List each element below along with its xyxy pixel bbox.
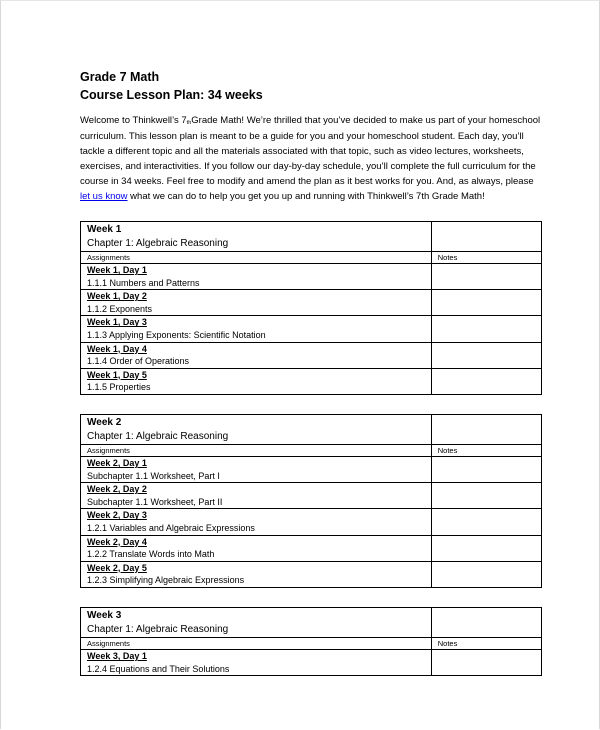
assignment-cell xyxy=(81,342,432,368)
day-label: Week 2, Day 5 xyxy=(87,562,147,573)
week-label: Week 2 xyxy=(87,417,122,428)
table-row xyxy=(81,290,542,316)
notes-cell[interactable] xyxy=(431,561,541,587)
assignment-cell xyxy=(81,561,432,587)
week-header-cell xyxy=(81,608,432,638)
notes-cell[interactable] xyxy=(431,457,541,483)
table-row xyxy=(81,650,542,676)
let-us-know-link[interactable]: let us know xyxy=(80,190,128,202)
topic-label: 1.1.5 Properties xyxy=(87,382,151,393)
table-row xyxy=(81,509,542,535)
week-header-blank xyxy=(431,222,541,252)
week-1-table xyxy=(80,221,542,395)
assignments-header: Assignments xyxy=(81,638,432,650)
day-label: Week 2, Day 4 xyxy=(87,536,147,547)
assignments-header: Assignments xyxy=(81,445,432,457)
topic-label: Subchapter 1.1 Worksheet, Part II xyxy=(87,496,223,507)
week-label: Week 1 xyxy=(87,224,122,235)
column-header-row xyxy=(81,638,542,650)
notes-header: Notes xyxy=(431,638,541,650)
topic-label: 1.1.1 Numbers and Patterns xyxy=(87,277,200,288)
day-label: Week 1, Day 2 xyxy=(87,291,147,302)
notes-cell[interactable] xyxy=(431,316,541,342)
chapter-label: Chapter 1: Algebraic Reasoning xyxy=(87,431,229,442)
notes-header: Notes xyxy=(431,445,541,457)
day-label: Week 2, Day 2 xyxy=(87,484,147,495)
topic-label: 1.2.1 Variables and Algebraic Expressions xyxy=(87,522,255,533)
intro-superscript: th xyxy=(186,120,192,126)
assignment-cell xyxy=(81,483,432,509)
table-row xyxy=(81,368,542,394)
assignment-cell xyxy=(81,650,432,676)
week-header-row xyxy=(81,415,542,445)
assignment-cell xyxy=(81,368,432,394)
document-title xyxy=(80,68,540,104)
day-label: Week 2, Day 3 xyxy=(87,510,147,521)
week-2-table xyxy=(80,414,542,588)
topic-label: 1.1.2 Exponents xyxy=(87,303,153,314)
chapter-label: Chapter 1: Algebraic Reasoning xyxy=(87,624,229,635)
assignments-header: Assignments xyxy=(81,252,432,264)
intro-paragraph xyxy=(80,114,542,204)
topic-label: 1.2.4 Equations and Their Solutions xyxy=(87,663,230,674)
topic-label: Subchapter 1.1 Worksheet, Part I xyxy=(87,470,220,481)
notes-cell[interactable] xyxy=(431,368,541,394)
topic-label: 1.2.2 Translate Words into Math xyxy=(87,549,215,560)
day-label: Week 1, Day 3 xyxy=(87,317,147,328)
notes-cell[interactable] xyxy=(431,264,541,290)
table-row xyxy=(81,535,542,561)
table-row xyxy=(81,342,542,368)
topic-label: 1.1.4 Order of Operations xyxy=(87,356,190,367)
chapter-label: Chapter 1: Algebraic Reasoning xyxy=(87,238,229,249)
week-header-blank xyxy=(431,608,541,638)
notes-cell[interactable] xyxy=(431,535,541,561)
week-label: Week 3 xyxy=(87,610,122,621)
assignment-cell xyxy=(81,264,432,290)
notes-cell[interactable] xyxy=(431,483,541,509)
intro-text-3: what we can do to help you get you up and running with Thinkwell’s 7th Grade Math! xyxy=(127,190,485,202)
day-label: Week 1, Day 1 xyxy=(87,265,147,275)
column-header-row xyxy=(81,252,542,264)
week-3-table xyxy=(80,607,542,676)
notes-cell[interactable] xyxy=(431,342,541,368)
table-row xyxy=(81,483,542,509)
assignment-cell xyxy=(81,290,432,316)
day-label: Week 1, Day 5 xyxy=(87,369,147,380)
title-grade: Grade 7 Math xyxy=(80,70,160,84)
assignment-cell xyxy=(81,316,432,342)
day-label: Week 3, Day 1 xyxy=(87,651,147,661)
day-label: Week 2, Day 1 xyxy=(87,458,147,468)
table-row xyxy=(81,316,542,342)
notes-cell[interactable] xyxy=(431,650,541,676)
table-row xyxy=(81,457,542,483)
assignment-cell xyxy=(81,535,432,561)
day-label: Week 1, Day 4 xyxy=(87,343,147,354)
notes-header: Notes xyxy=(431,252,541,264)
intro-text-1: Welcome to Thinkwell’s 7 xyxy=(80,115,187,126)
week-header-blank xyxy=(431,415,541,445)
assignment-cell xyxy=(81,457,432,483)
notes-cell[interactable] xyxy=(431,509,541,535)
title-plan: Course Lesson Plan: 34 weeks xyxy=(80,88,263,102)
table-row xyxy=(81,264,542,290)
table-row xyxy=(81,561,542,587)
topic-label: 1.1.3 Applying Exponents: Scientific Notation xyxy=(87,329,266,340)
week-header-row xyxy=(81,608,542,638)
intro-text-2: Grade Math! We’re thrilled that you’ve decided to make us part of your homeschool curriculum. This lesson plan is meant to be a guide for you and your homeschool student. Each day, you’ll tackle a different topic and all the materials associated with that topic, such as video lectures, worksheets, exercises, and interactivities. If you follow our day-by-day schedule, you’ll complete the full curriculum for the course in 34 weeks. Feel free to modify and amend the plan as it best works for you. And, as always, please xyxy=(80,115,541,187)
notes-cell[interactable] xyxy=(431,290,541,316)
week-header-row xyxy=(81,222,542,252)
week-header-cell xyxy=(81,415,432,445)
column-header-row xyxy=(81,445,542,457)
topic-label: 1.2.3 Simplifying Algebraic Expressions xyxy=(87,575,245,586)
assignment-cell xyxy=(81,509,432,535)
week-header-cell xyxy=(81,222,432,252)
